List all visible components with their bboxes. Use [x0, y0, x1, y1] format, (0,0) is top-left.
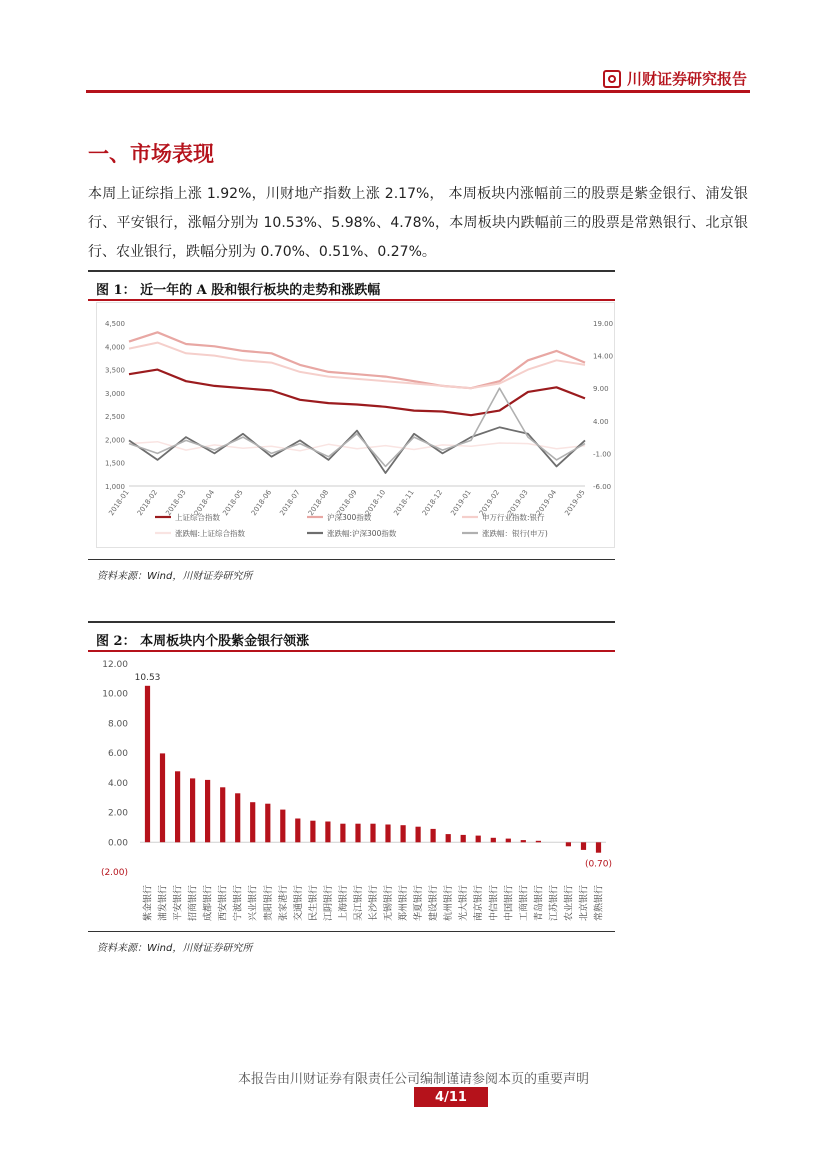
category-label: 常熟银行 — [594, 885, 605, 922]
page-number: 4/11 — [414, 1087, 488, 1107]
figure2-source: 资料来源：Wind，川财证券研究所 — [97, 943, 253, 954]
bar — [175, 771, 180, 842]
brand-name: 川财证券研究报告 — [626, 70, 747, 88]
brand-logo-icon — [603, 70, 621, 88]
figure2-title: 图 2： 本周板块内个股紫金银行领涨 — [96, 634, 310, 649]
x-tick-label: 2019-05 — [563, 488, 587, 518]
market-summary: 本周上证综指上涨 1.92%，川财地产指数上涨 2.17%， 本周板块内涨幅前三的股票是紫金银行、浦发银行、平安银行，涨幅分别为 10.53%、5.98%、4.78%，本周板块内跌幅前三的股票是常熟银行、北京银行、农业银行，跌幅分别为 0.70%、0.51%、0.27%。 — [88, 186, 748, 260]
bar — [385, 825, 390, 843]
bar — [461, 835, 466, 842]
category-label: 紫金银行 — [143, 885, 154, 922]
y-left-tick-label: 2,000 — [104, 436, 125, 445]
category-label: 郑州银行 — [399, 885, 410, 922]
x-tick-label: 2019-03 — [506, 488, 530, 518]
data-label: 10.53 — [134, 672, 161, 683]
bar — [145, 686, 150, 842]
x-tick-label: 2018-04 — [192, 488, 217, 518]
category-label: 民生银行 — [308, 885, 319, 922]
category-label: 张家港行 — [278, 885, 289, 922]
y-right-tick-label: 4.00 — [593, 417, 609, 426]
x-tick-label: 2018-10 — [363, 488, 388, 518]
bar — [596, 842, 601, 852]
category-label: 江苏银行 — [549, 885, 560, 922]
category-label: 吴江银行 — [353, 885, 364, 922]
category-label: 光大银行 — [459, 885, 470, 922]
y-left-tick-label: 4,500 — [104, 320, 125, 328]
legend-label: 涨跌幅：银行(申万) — [482, 529, 548, 538]
y-left-tick-label: 3,000 — [104, 389, 125, 398]
category-label: 青岛银行 — [534, 885, 545, 922]
legend-label: 涨跌幅:上证综合指数 — [175, 529, 246, 538]
data-label: (0.70) — [584, 859, 613, 870]
bar — [491, 838, 496, 843]
category-label: 宁波银行 — [233, 885, 244, 922]
y-tick-label: (2.00) — [100, 868, 128, 878]
bar — [235, 793, 240, 842]
bar — [250, 802, 255, 842]
category-label: 杭州银行 — [444, 885, 455, 922]
bar — [446, 834, 451, 842]
figure2-svg — [88, 652, 615, 930]
y-tick-label: 10.00 — [102, 689, 128, 700]
figure2-top-rule — [88, 621, 615, 623]
figure2-bottom-rule — [88, 931, 615, 932]
category-label: 中国银行 — [504, 885, 515, 922]
y-left-tick-label: 1,500 — [104, 459, 125, 468]
header-brand — [603, 68, 747, 89]
bar — [416, 827, 421, 843]
y-right-tick-label: -1.00 — [593, 450, 612, 459]
bar — [280, 810, 285, 843]
bar — [220, 787, 225, 842]
figure1-svg — [97, 303, 614, 547]
category-label: 兴业银行 — [248, 885, 259, 922]
bar — [506, 839, 511, 843]
x-tick-label: 2019-04 — [534, 488, 559, 518]
y-tick-label: 4.00 — [107, 778, 128, 789]
category-label: 浦发银行 — [158, 885, 169, 922]
bar — [476, 836, 481, 843]
bar — [521, 840, 526, 842]
x-tick-label: 2018-01 — [107, 488, 131, 518]
y-tick-label: 6.00 — [107, 749, 128, 760]
category-label: 长沙银行 — [369, 885, 379, 922]
bar — [295, 819, 300, 843]
legend-label: 涨跌幅:沪深300指数 — [327, 529, 397, 538]
bar — [401, 825, 406, 842]
bar — [190, 778, 195, 842]
category-label: 江阴银行 — [323, 885, 334, 922]
category-label: 无锡银行 — [384, 885, 395, 922]
bar — [536, 841, 541, 843]
x-tick-label: 2018-07 — [278, 488, 302, 518]
y-right-tick-label: -6.00 — [593, 483, 612, 491]
category-label: 南京银行 — [474, 885, 485, 922]
category-label: 招商银行 — [188, 885, 199, 922]
figure1-top-rule — [88, 270, 615, 272]
series-line-3 — [129, 343, 585, 389]
category-label: 农业银行 — [564, 885, 575, 922]
y-tick-label: 12.00 — [102, 660, 128, 670]
y-right-tick-label: 19.00 — [593, 320, 614, 328]
x-tick-label: 2018-06 — [249, 488, 274, 518]
x-tick-label: 2018-05 — [221, 488, 245, 518]
y-left-tick-label: 4,000 — [104, 343, 125, 352]
bar — [370, 824, 375, 843]
x-tick-label: 2018-12 — [420, 488, 445, 518]
category-label: 成都银行 — [203, 885, 214, 922]
legend-label: 申万行业指数:银行 — [482, 513, 545, 522]
category-label: 上海银行 — [338, 885, 349, 922]
category-label: 西安银行 — [218, 885, 229, 922]
x-tick-label: 2018-02 — [135, 488, 160, 518]
y-right-tick-label: 14.00 — [593, 352, 614, 361]
category-label: 平安银行 — [173, 885, 184, 922]
figure1-source: 资料来源：Wind，川财证券研究所 — [97, 571, 253, 582]
y-tick-label: 8.00 — [107, 719, 128, 730]
y-left-tick-label: 2,500 — [104, 413, 125, 422]
legend-label: 沪深300指数 — [327, 513, 372, 522]
bar — [340, 824, 345, 843]
x-tick-label: 2019-01 — [449, 488, 473, 518]
category-label: 华夏银行 — [414, 885, 425, 922]
bar — [581, 842, 586, 850]
bar — [355, 824, 360, 843]
category-label: 工商银行 — [519, 885, 530, 922]
y-right-tick-label: 9.00 — [593, 385, 609, 394]
category-label: 北京银行 — [579, 885, 590, 922]
figure1-bottom-rule — [88, 559, 615, 560]
bar — [566, 842, 571, 846]
header-rule — [86, 90, 750, 93]
figure1-chart — [96, 302, 615, 548]
figure1-title: 图 1： 近一年的 A 股和银行板块的走势和涨跌幅 — [96, 283, 381, 298]
bar — [205, 780, 210, 842]
y-left-tick-label: 1,000 — [104, 483, 125, 491]
series-line-1 — [129, 370, 585, 416]
category-label: 中信银行 — [489, 885, 500, 922]
x-tick-label: 2018-11 — [392, 488, 416, 518]
x-tick-label: 2019-02 — [477, 488, 502, 518]
bar — [431, 829, 436, 842]
x-tick-label: 2018-08 — [306, 488, 331, 518]
category-label: 建设银行 — [429, 885, 440, 922]
section-title: 一、市场表现 — [88, 141, 214, 166]
figure1-title-rule — [88, 299, 615, 301]
legend-label: 上证综合指数 — [175, 513, 220, 522]
x-tick-label: 2018-03 — [164, 488, 188, 518]
bar — [310, 821, 315, 843]
y-tick-label: 2.00 — [107, 808, 128, 819]
footer-disclaimer: 本报告由川财证券有限责任公司编制谨请参阅本页的重要声明 — [237, 1072, 589, 1087]
bar — [325, 822, 330, 843]
x-tick-label: 2018-09 — [335, 488, 359, 518]
bar — [160, 753, 165, 842]
y-tick-label: 0.00 — [107, 838, 128, 849]
y-left-tick-label: 3,500 — [104, 366, 125, 375]
category-label: 贵阳银行 — [263, 885, 274, 922]
category-label: 交通银行 — [293, 885, 304, 922]
bar — [265, 804, 270, 843]
